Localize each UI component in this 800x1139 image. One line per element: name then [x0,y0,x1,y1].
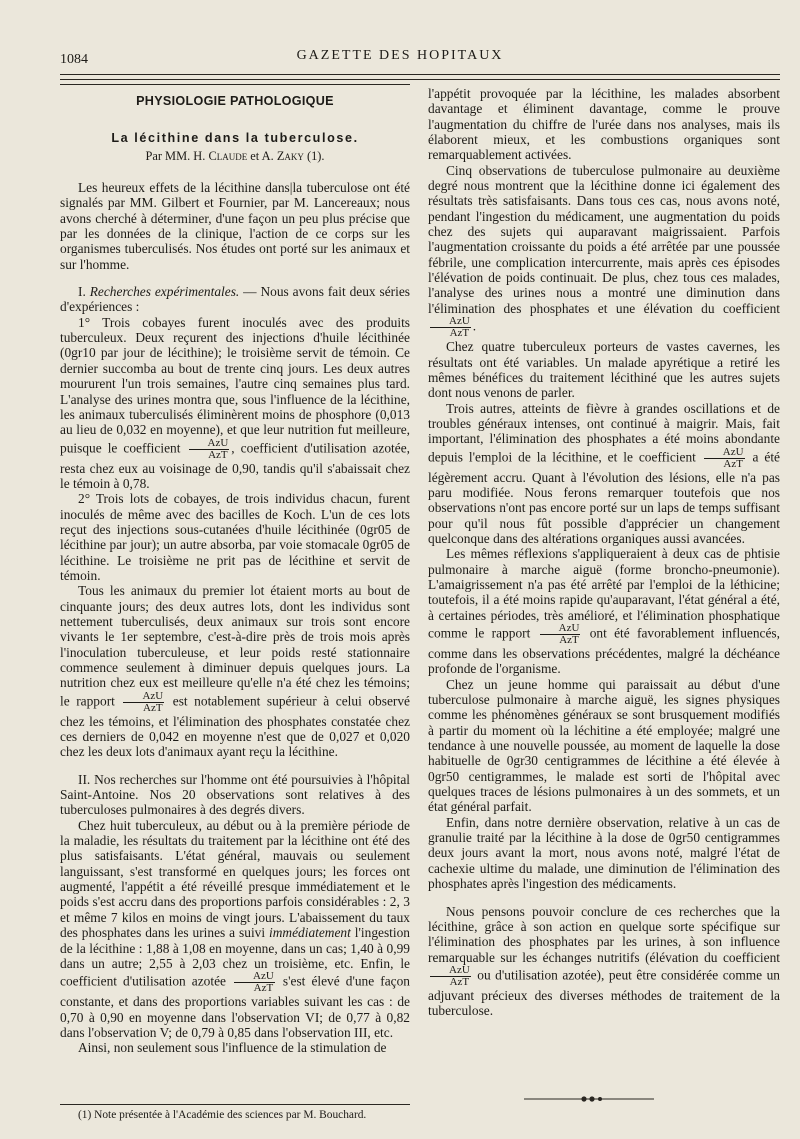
footnote-rule [60,1104,410,1105]
author-claude: Claude [208,148,248,163]
article-title: La lécithine dans la tuberculose. [111,131,359,146]
paragraph: Tous les animaux du premier lot étaient morts au bout de cinquante jours; des deux autres lots, dont les individus sont nettement tuberculisés, deux animaux sur trois sont encore vivants le 1er septembre, c'est-à-dire près de trois mois après l'inoculation tuberculeuse, et leur poids resté stationnaire commence seulement à diminuer depuis quelques jours. La nutrition chez eux est meilleure qu'elle n'a été chez les témoins; le rapport $\frac{\text{AzU}}{\text{AzT}}$ est notablement supérieur à celui observé chez les témoins, et l'élimination des phosphates constatée chez ces derniers de 0,042 en moyenne n'est que de 0,027 et 0,020 chez les deux lots d'animaux ayant reçu la lécithine. [60,583,410,760]
header-rule-thin [60,79,780,80]
left-column [60,86,410,1056]
column-rule [60,84,410,85]
paragraph: I. Recherches expérimentales. — Nous avons fait deux séries d'expériences : [60,284,411,315]
paragraph: Trois autres, atteints de fièvre à grandes oscillations et de troubles généraux intenses, ont continué à maigrir. Mais, fait important, l'élimination des phosphates a été moins abondante depuis l'emploi de la lécithine, et le coefficient $\frac{\text{AzU}}{\text{AzT}}$ a été légèrement accru. Quant à l'évolution des lésions, elle n'a pas paru modifiée. Nous ferons remarquer toutefois que nos observations n'ont pas encore porté sur un laps de temps suffisant pour qu'il nous fût possible d'apprécier un changement quelconque dans des altérations organiques aussi avancées. [428,400,780,546]
paragraph: 1° Trois cobayes furent inoculés avec des produits tuberculeux. Deux reçurent des injections d'huile lécithinée (0gr10 par jour de lécithine); le troisième servit de témoin. Ce dernier succomba au bout de trente cinq jours. Les deux autres moururent l'un trois semaines, l'autre cinq semaines plus tard. L'analyse des urines montra que, sous l'influence de la lécithine, les animaux tuberculisés éliminèrent moins de phosphore (0,013 au lieu de 0,032 en moyenne), et que leur nutrition fut meilleure, puisque le coefficient $\frac{\text{AzU}}{\text{AzT}}$ , coefficient d'utilisation azotée, resta chez eux au voisinage de 0,90, tandis qu'il s'abaissait chez le témoin à 0,78. [60,314,410,491]
fraction-azu-azt: $\frac{\text{AzU}}{\text{AzT}}$ [430,965,471,988]
footnote: (1) Note présentée à l'Académie des sciences par M. Bouchard. [78,1109,367,1121]
fraction-azu-azt: $\frac{\text{AzU}}{\text{AzT}}$ [234,971,275,994]
article-byline: Par MM. H. Claude et A. Zaky (1). [145,148,325,163]
paragraph: Nous pensons pouvoir conclure de ces recherches que la lécithine, grâce à son action en quelque sorte spécifique sur l'élimination des phosphates par les urines, à son influence remarquable sur les échanges nutritifs (élévation du coefficient $\frac{\text{AzU}}{\text{AzT}}$ ou d'utilisation azotée), peut être considérée comme un adjuvant précieux des diverses méthodes de traitement de la tuberculose. [428,903,780,1019]
paragraph: 2° Trois lots de cobayes, de trois individus chacun, furent inoculés de même avec des bacilles de Koch. L'un de ces lots reçut des injections sous-cutanées d'huile lécithinée (0gr05 de lécithine par jour); un autre absorba, par voie stomacale 0gr05 de lécithine. Le troisième ne prit pas de lécithine et servit de témoin. [60,491,410,583]
paragraph: l'appétit provoquée par la lécithine, les malades absorbent davantage et éliminent davantage, comme le prouve l'augmentation du chiffre de l'urée dans nos analyses, mais ils élaborent mieux, et les combustions organiques sont remarquablement activées. [428,86,780,163]
paragraph: Chez quatre tuberculeux porteurs de vastes cavernes, les résultats ont été variables. Un malade apyrétique a retiré les mêmes bénéfices du traitement lécithiné que les autres sujets dont nous venons de parler. [428,339,780,401]
journal-title: GAZETTE DES HOPITAUX [296,48,504,63]
fraction-azu-azt: $\frac{\text{AzU}}{\text{AzT}}$ [123,691,164,714]
end-ornament [524,1094,654,1104]
paragraph: Chez un jeune homme qui paraissait au début d'une tuberculose pulmonaire à marche aiguë, les signes physiques comme les phénomènes généraux se sont brusquement modifiés à partir du moment où la léchitine a été employée; malgré une tendance à une nouvelle poussée, au moment de laquelle la dose habituelle de 0gr30 centigrammes de lécithine a été élevée à 0gr50 centigrammes, le malade est sorti de l'hôpital avec quelques traces de lésions pulmonaires à un des sommets, et un état général parfait. [428,676,780,815]
paragraph: Ainsi, non seulement sous l'influence de la stimulation de [78,1040,387,1056]
subsection-heading: Recherches expérimentales. [89,284,240,300]
header-rule [60,74,780,75]
author-zaky: Zaky [276,148,304,163]
fraction-azu-azt: $\frac{\text{AzU}}{\text{AzT}}$ [704,447,745,470]
paragraph: Enfin, dans notre dernière observation, relative à un cas de granulie traité par la lécithine à la dose de 0gr50 centigrammes deux jours avant la mort, nous avons noté, malgré l'état de cachexie ultime du malade, une diminution de l'élimination des phosphates après l'ingestion des médicaments. [428,814,780,892]
paragraph: Les mêmes réflexions s'appliqueraient à deux cas de phtisie pulmonaire à marche aiguë (forme broncho-pneumonie). L'amaigrissement n'a pas été arrêté par l'emploi de la léthicine; toutefois, il a été moins rapide qu'auparavant, l'état général a été, à certaines périodes, très amélioré, et l'élimination phosphatique comme le rapport $\frac{\text{AzU}}{\text{AzT}}$ ont été favorablement influencés, comme dans les observations précédentes, malgré la déchéance profonde de l'organisme. [428,546,780,677]
fraction-azu-azt: $\frac{\text{AzU}}{\text{AzT}}$ [540,623,581,646]
section-title: PHYSIOLOGIE PATHOLOGIQUE [136,94,334,108]
paragraph: II. Nos recherches sur l'homme ont été poursuivies à l'hôpital Saint-Antoine. Nos 20 observations sont relatives à des tuberculoses pulmonaires à des degrés divers. [60,771,410,818]
page-number: 1084 [60,52,88,67]
paragraph: Cinq observations de tuberculose pulmonaire au deuxième degré nous montrent que la lécithine donne ici également des résultats très satisfaisants. Dans tous ces cas, nous avons noté, pendant l'ingestion du médicament, une augmentation du poids chez des sujets qui auparavant maigrissaient. Parfois l'augmentation croissante du poids a été arrêtée par une poussée fébrile, une complication intercurrente, mais après ces épisodes l'élévation de poids continuait. De plus, chez tous ces malades, l'analyse des urines nous a montré une diminution dans l'élimination des phosphates et une élévation du coefficient $\frac{\text{AzU}}{\text{AzT}}$ . [428,162,780,340]
fraction-azu-azt: $\frac{\text{AzU}}{\text{AzT}}$ [430,316,471,339]
paragraph: Les heureux effets de la lécithine dans|la tuberculose ont été signalés par MM. Gilbert et Fournier, par M. Lancereaux; nous avons cherché à déterminer, d'une façon un peu plus précise que par les données de la clinique, l'action de ce corps sur les organismes tuberculisés. Nos études ont porté sur les animaux et sur l'homme. [60,180,410,272]
fraction-azu-azt: $\frac{\text{AzU}}{\text{AzT}}$ [189,438,230,461]
right-column [428,86,780,1019]
paragraph: Chez huit tuberculeux, au début ou à la première période de la maladie, les résultats du traitement par la lécithine ont été des plus satisfaisants. L'état général, mauvais ou seulement languissant, s'est transformé en quelques jours; les forces ont augmenté, l'appétit a été réveillé presque immédiatement et le poids s'est accru dans des proportions parfois considérables : 2, 3 et même 7 kilos en moins de vingt jours. L'abaissement du taux des phosphates dans les urines a suivi immédiatement l'ingestion de la lécithine : 1,88 à 1,08 en moyenne, dans un cas; 1,40 à 0,99 dans un autre; 2,55 à 2,03 chez un troisième, etc. Enfin, le coefficient d'utilisation azotée $\frac{\text{AzU}}{\text{AzT}}$ s'est élevé d'une façon constante, et dans des proportions variables suivant les cas : de 0,70 à 0,90 en moyenne dans l'observation VI; de 0,77 à 0,82 dans l'observation V; de 0,79 à 0,85 dans l'observation III, etc. [60,817,411,1040]
page-header [0,44,800,70]
